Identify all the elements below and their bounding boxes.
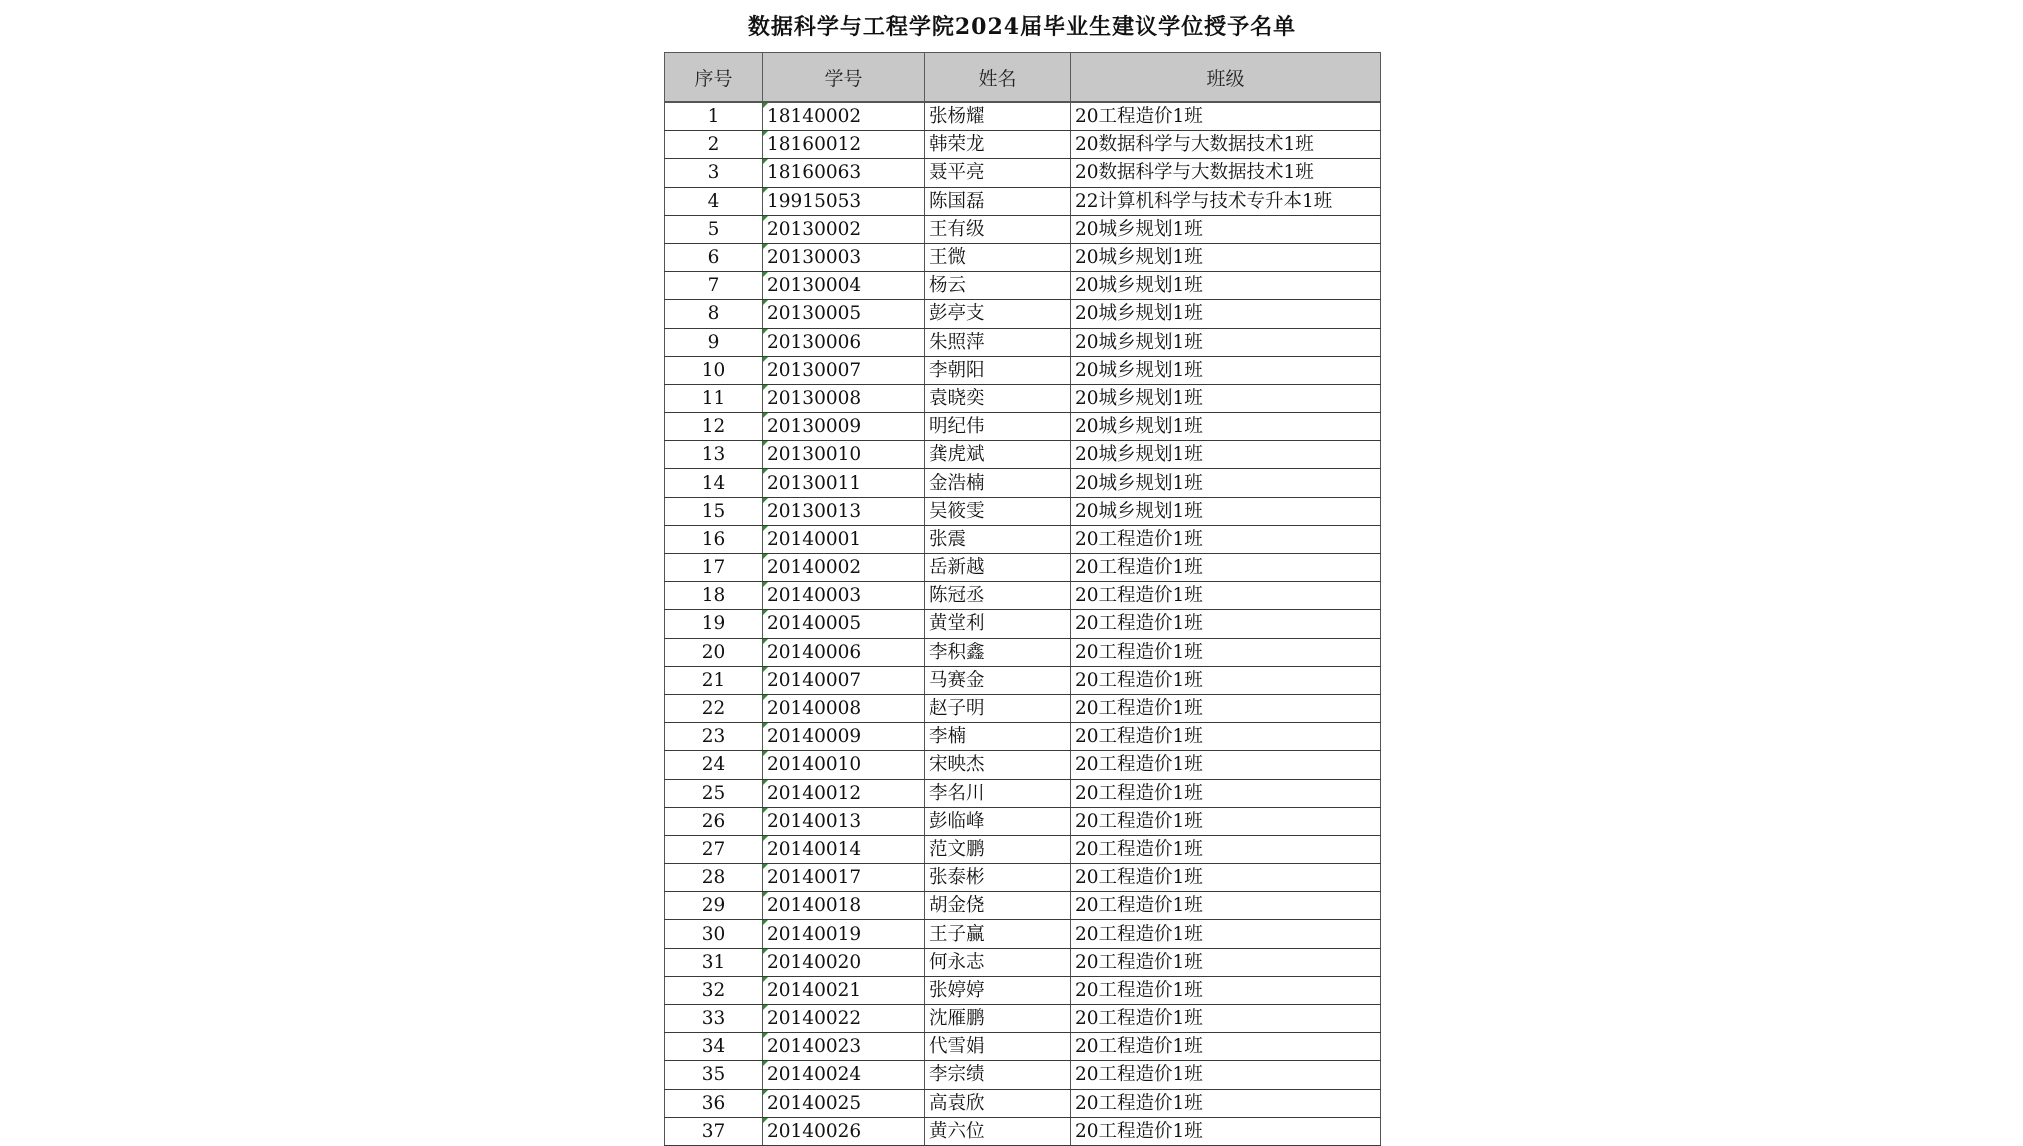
cell-seq: 1	[665, 102, 763, 131]
table-row	[665, 638, 1381, 666]
cell-name: 沈雁鹏	[925, 1005, 1071, 1033]
cell-student-id: 20130008	[763, 384, 925, 412]
cell-seq: 12	[665, 413, 763, 441]
cell-class: 20工程造价1班	[1071, 892, 1381, 920]
table-row	[665, 835, 1381, 863]
cell-name: 王有级	[925, 215, 1071, 243]
cell-name: 代雪娟	[925, 1033, 1071, 1061]
cell-seq: 29	[665, 892, 763, 920]
cell-student-id: 20140009	[763, 723, 925, 751]
cell-student-id: 19915053	[763, 187, 925, 215]
cell-name: 张泰彬	[925, 864, 1071, 892]
table-row	[665, 666, 1381, 694]
cell-name: 范文鹏	[925, 835, 1071, 863]
cell-class: 20工程造价1班	[1071, 525, 1381, 553]
cell-name: 袁晓奕	[925, 384, 1071, 412]
cell-seq: 26	[665, 807, 763, 835]
cell-class: 20工程造价1班	[1071, 1005, 1381, 1033]
cell-student-id: 20140022	[763, 1005, 925, 1033]
cell-class: 20城乡规划1班	[1071, 441, 1381, 469]
cell-name: 黄堂利	[925, 610, 1071, 638]
cell-class: 20工程造价1班	[1071, 1089, 1381, 1117]
cell-student-id: 20140017	[763, 864, 925, 892]
table-row	[665, 920, 1381, 948]
cell-name: 岳新越	[925, 554, 1071, 582]
cell-class: 20工程造价1班	[1071, 807, 1381, 835]
cell-name: 胡金侥	[925, 892, 1071, 920]
cell-student-id: 20140008	[763, 694, 925, 722]
cell-seq: 4	[665, 187, 763, 215]
table-row	[665, 948, 1381, 976]
table-row	[665, 1033, 1381, 1061]
cell-name: 高袁欣	[925, 1089, 1071, 1117]
table-row	[665, 751, 1381, 779]
header-class: 班级	[1071, 53, 1381, 103]
cell-seq: 18	[665, 582, 763, 610]
cell-student-id: 20130011	[763, 469, 925, 497]
cell-student-id: 20140002	[763, 554, 925, 582]
cell-student-id: 20130003	[763, 243, 925, 271]
table-row	[665, 723, 1381, 751]
cell-class: 20城乡规划1班	[1071, 215, 1381, 243]
cell-class: 20城乡规划1班	[1071, 356, 1381, 384]
cell-name: 李楠	[925, 723, 1071, 751]
cell-name: 彭亭支	[925, 300, 1071, 328]
cell-seq: 25	[665, 779, 763, 807]
cell-class: 20工程造价1班	[1071, 1033, 1381, 1061]
cell-name: 朱照萍	[925, 328, 1071, 356]
cell-student-id: 20140021	[763, 976, 925, 1004]
cell-name: 明纪伟	[925, 413, 1071, 441]
cell-name: 张震	[925, 525, 1071, 553]
cell-name: 龚虎斌	[925, 441, 1071, 469]
table-row	[665, 1117, 1381, 1145]
table-row	[665, 779, 1381, 807]
cell-class: 20工程造价1班	[1071, 723, 1381, 751]
cell-student-id: 20140025	[763, 1089, 925, 1117]
cell-seq: 31	[665, 948, 763, 976]
cell-name: 张杨耀	[925, 102, 1071, 131]
table-row	[665, 497, 1381, 525]
table-row	[665, 328, 1381, 356]
cell-seq: 21	[665, 666, 763, 694]
cell-student-id: 20130004	[763, 272, 925, 300]
cell-student-id: 20130006	[763, 328, 925, 356]
cell-student-id: 20140023	[763, 1033, 925, 1061]
table-header	[665, 53, 1381, 103]
cell-student-id: 20140024	[763, 1061, 925, 1089]
cell-name: 金浩楠	[925, 469, 1071, 497]
cell-student-id: 20140013	[763, 807, 925, 835]
table-row	[665, 187, 1381, 215]
table-row	[665, 131, 1381, 159]
cell-seq: 30	[665, 920, 763, 948]
table-row	[665, 892, 1381, 920]
header-student-id: 学号	[763, 53, 925, 103]
table-row	[665, 102, 1381, 131]
cell-student-id: 20140001	[763, 525, 925, 553]
cell-name: 宋映杰	[925, 751, 1071, 779]
cell-name: 陈国磊	[925, 187, 1071, 215]
cell-seq: 8	[665, 300, 763, 328]
cell-class: 20城乡规划1班	[1071, 243, 1381, 271]
cell-class: 20城乡规划1班	[1071, 413, 1381, 441]
cell-seq: 32	[665, 976, 763, 1004]
cell-seq: 15	[665, 497, 763, 525]
cell-student-id: 20140005	[763, 610, 925, 638]
cell-student-id: 20140007	[763, 666, 925, 694]
cell-seq: 14	[665, 469, 763, 497]
cell-class: 22计算机科学与技术专升本1班	[1071, 187, 1381, 215]
cell-class: 20工程造价1班	[1071, 976, 1381, 1004]
cell-seq: 36	[665, 1089, 763, 1117]
cell-seq: 35	[665, 1061, 763, 1089]
cell-seq: 6	[665, 243, 763, 271]
cell-seq: 10	[665, 356, 763, 384]
table-row	[665, 215, 1381, 243]
cell-seq: 28	[665, 864, 763, 892]
cell-student-id: 20140006	[763, 638, 925, 666]
cell-class: 20工程造价1班	[1071, 694, 1381, 722]
cell-seq: 20	[665, 638, 763, 666]
cell-seq: 19	[665, 610, 763, 638]
cell-class: 20数据科学与大数据技术1班	[1071, 131, 1381, 159]
cell-seq: 33	[665, 1005, 763, 1033]
graduate-roster-table	[664, 52, 1381, 1146]
cell-student-id: 20140026	[763, 1117, 925, 1145]
cell-student-id: 20130013	[763, 497, 925, 525]
cell-student-id: 20130002	[763, 215, 925, 243]
cell-class: 20工程造价1班	[1071, 1061, 1381, 1089]
cell-class: 20工程造价1班	[1071, 582, 1381, 610]
table-row	[665, 469, 1381, 497]
cell-student-id: 20140019	[763, 920, 925, 948]
table-row	[665, 807, 1381, 835]
cell-seq: 3	[665, 159, 763, 187]
cell-student-id: 20140003	[763, 582, 925, 610]
cell-name: 黄六位	[925, 1117, 1071, 1145]
table-row	[665, 272, 1381, 300]
table-row	[665, 694, 1381, 722]
cell-student-id: 18140002	[763, 102, 925, 131]
cell-student-id: 18160063	[763, 159, 925, 187]
cell-name: 王子赢	[925, 920, 1071, 948]
cell-seq: 13	[665, 441, 763, 469]
cell-seq: 7	[665, 272, 763, 300]
table-row	[665, 1005, 1381, 1033]
cell-seq: 2	[665, 131, 763, 159]
cell-name: 李名川	[925, 779, 1071, 807]
header-name: 姓名	[925, 53, 1071, 103]
table-row	[665, 525, 1381, 553]
cell-seq: 37	[665, 1117, 763, 1145]
cell-seq: 23	[665, 723, 763, 751]
cell-name: 杨云	[925, 272, 1071, 300]
cell-class: 20城乡规划1班	[1071, 469, 1381, 497]
cell-class: 20工程造价1班	[1071, 610, 1381, 638]
cell-class: 20工程造价1班	[1071, 666, 1381, 694]
cell-name: 赵子明	[925, 694, 1071, 722]
cell-class: 20工程造价1班	[1071, 102, 1381, 131]
cell-seq: 24	[665, 751, 763, 779]
header-row	[665, 53, 1381, 103]
cell-student-id: 20140020	[763, 948, 925, 976]
cell-name: 马赛金	[925, 666, 1071, 694]
cell-class: 20工程造价1班	[1071, 835, 1381, 863]
cell-student-id: 20140010	[763, 751, 925, 779]
table-row	[665, 356, 1381, 384]
cell-class: 20工程造价1班	[1071, 638, 1381, 666]
table-row	[665, 864, 1381, 892]
cell-name: 聂平亮	[925, 159, 1071, 187]
cell-student-id: 20130009	[763, 413, 925, 441]
cell-student-id: 20130010	[763, 441, 925, 469]
cell-name: 何永志	[925, 948, 1071, 976]
table-row	[665, 441, 1381, 469]
cell-name: 李积鑫	[925, 638, 1071, 666]
cell-student-id: 20140018	[763, 892, 925, 920]
cell-student-id: 20140012	[763, 779, 925, 807]
cell-name: 张婷婷	[925, 976, 1071, 1004]
cell-name: 吴筱雯	[925, 497, 1071, 525]
cell-seq: 16	[665, 525, 763, 553]
table-row	[665, 159, 1381, 187]
cell-student-id: 20130007	[763, 356, 925, 384]
cell-student-id: 18160012	[763, 131, 925, 159]
cell-seq: 5	[665, 215, 763, 243]
table-row	[665, 582, 1381, 610]
table-row	[665, 554, 1381, 582]
cell-name: 王微	[925, 243, 1071, 271]
cell-class: 20工程造价1班	[1071, 1117, 1381, 1145]
cell-seq: 22	[665, 694, 763, 722]
cell-class: 20城乡规划1班	[1071, 300, 1381, 328]
cell-seq: 11	[665, 384, 763, 412]
table-row	[665, 1089, 1381, 1117]
cell-class: 20工程造价1班	[1071, 864, 1381, 892]
cell-student-id: 20140014	[763, 835, 925, 863]
cell-class: 20数据科学与大数据技术1班	[1071, 159, 1381, 187]
cell-class: 20城乡规划1班	[1071, 328, 1381, 356]
header-seq: 序号	[665, 53, 763, 103]
table-row	[665, 243, 1381, 271]
table-row	[665, 610, 1381, 638]
cell-seq: 27	[665, 835, 763, 863]
cell-seq: 17	[665, 554, 763, 582]
table-row	[665, 300, 1381, 328]
cell-class: 20城乡规划1班	[1071, 384, 1381, 412]
cell-seq: 9	[665, 328, 763, 356]
cell-name: 韩荣龙	[925, 131, 1071, 159]
table-row	[665, 976, 1381, 1004]
cell-student-id: 20130005	[763, 300, 925, 328]
document-sheet	[662, 0, 1382, 1142]
cell-class: 20工程造价1班	[1071, 779, 1381, 807]
cell-class: 20工程造价1班	[1071, 920, 1381, 948]
table-row	[665, 413, 1381, 441]
table-body	[665, 102, 1381, 1145]
cell-name: 彭临峰	[925, 807, 1071, 835]
cell-class: 20城乡规划1班	[1071, 272, 1381, 300]
cell-class: 20城乡规划1班	[1071, 497, 1381, 525]
cell-seq: 34	[665, 1033, 763, 1061]
cell-name: 陈冠丞	[925, 582, 1071, 610]
cell-class: 20工程造价1班	[1071, 751, 1381, 779]
cell-name: 李朝阳	[925, 356, 1071, 384]
cell-name: 李宗绩	[925, 1061, 1071, 1089]
table-row	[665, 1061, 1381, 1089]
cell-class: 20工程造价1班	[1071, 948, 1381, 976]
table-row	[665, 384, 1381, 412]
document-title: 数据科学与工程学院2024届毕业生建议学位授予名单	[747, 14, 1297, 40]
cell-class: 20工程造价1班	[1071, 554, 1381, 582]
